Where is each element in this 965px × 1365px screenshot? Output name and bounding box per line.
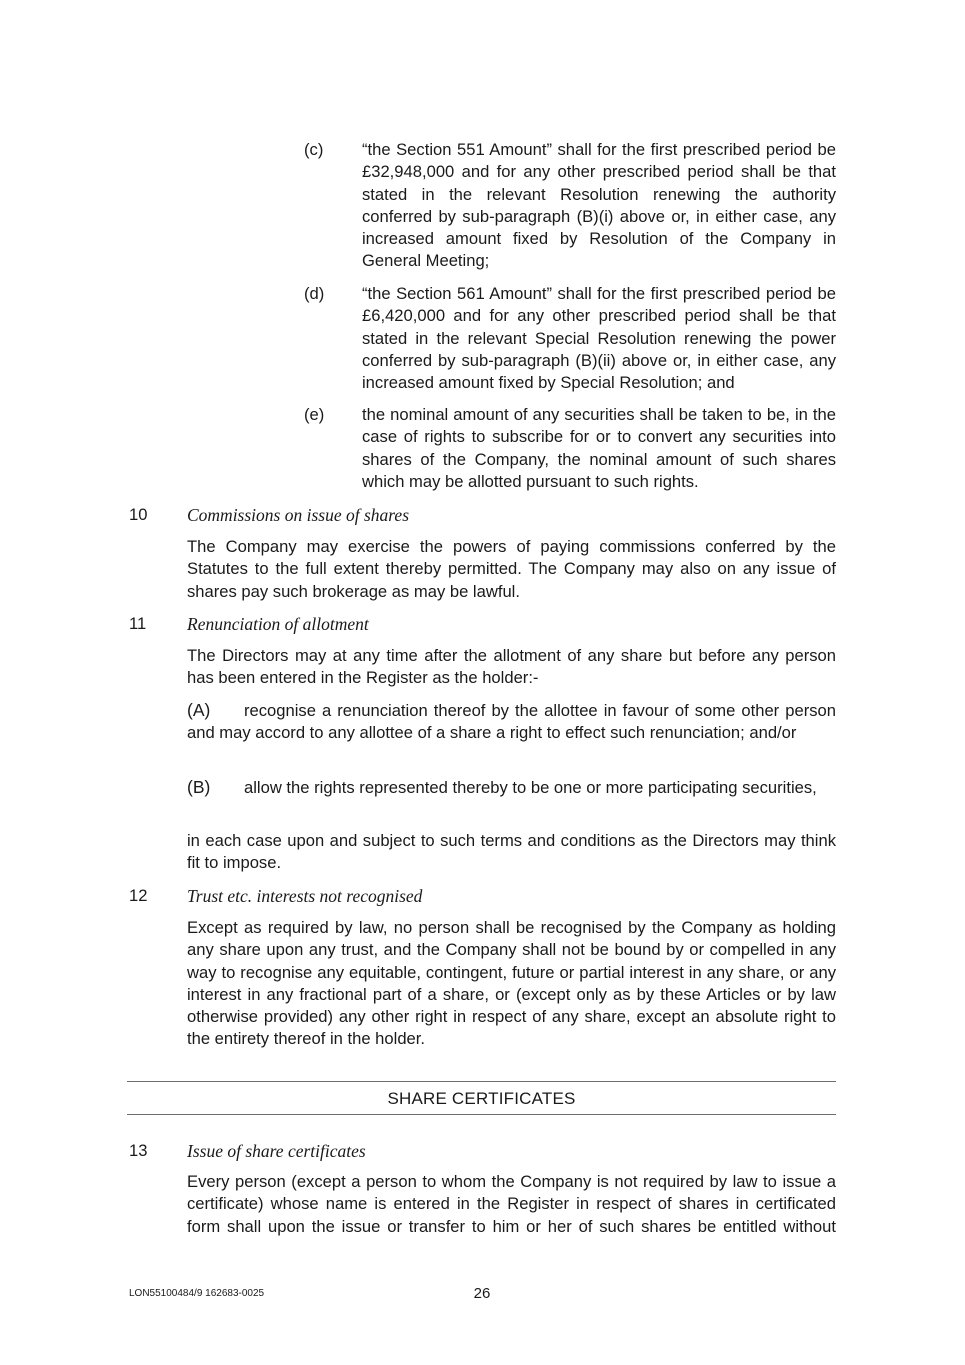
- section-rule-top: [127, 1081, 836, 1082]
- section-title: SHARE CERTIFICATES: [387, 1089, 576, 1108]
- section-rule-bottom: [127, 1114, 836, 1115]
- sub-item-c-label: (c): [304, 140, 324, 159]
- sub-item-e-label: (e): [304, 405, 325, 424]
- article-11-item-b-text: allow the rights represented thereby to be one or more participating securities,: [244, 778, 817, 797]
- page-number: 26: [473, 1285, 491, 1302]
- article-11-item-b: [187, 776, 836, 799]
- sub-item-c-text: “the Section 551 Amount” shall for the first prescribed period be £32,948,000 and for any other prescribed period shall be that stated in the relevant Resolution renewing the authority conferred by sub-paragraph (B)(i) above or, in either case, any increased amount fixed by Resolution of the Company in General Meeting;: [362, 140, 836, 271]
- article-10-body: The Company may exercise the powers of paying commissions conferred by the Statutes to the full extent thereby permitted. The Company may also on any issue of shares pay such brokerage as may be lawful.: [187, 537, 836, 601]
- article-11-heading: Renunciation of allotment: [187, 614, 369, 634]
- article-13-number: 13: [129, 1141, 148, 1160]
- sub-item-d-text: “the Section 561 Amount” shall for the first prescribed period be £6,420,000 and for any other prescribed period shall be that stated in the relevant Special Resolution renewing the power conferred by sub-paragraph (B)(ii) above or, in either case, any increased amount fixed by Special Resolution; and: [362, 284, 836, 393]
- article-11-item-b-label: (B): [187, 777, 211, 797]
- article-11-intro: The Directors may at any time after the allotment of any share but before any person has been entered in the Register as the holder:-: [187, 646, 836, 688]
- article-12-number: 12: [129, 886, 148, 905]
- article-11-item-a: [187, 699, 836, 745]
- document-reference: LON55100484/9 162683-0025: [129, 1288, 265, 1299]
- article-12-body: Except as required by law, no person shall be recognised by the Company as holding any share upon any trust, and the Company shall not be bound by or compelled in any way to recognise any equitable, contingent, future or partial interest in any share, or any interest in any fractional part of a share, or (except only as by these Articles or by law otherwise provided) any other right in respect of any share, except an absolute right to the entirety thereof in the holder.: [187, 918, 836, 1049]
- article-11-closing: in each case upon and subject to such terms and conditions as the Directors may think fit to impose.: [187, 831, 836, 873]
- article-11-number: 11: [129, 614, 147, 633]
- article-10-number: 10: [129, 505, 148, 524]
- article-11-item-a-label: (A): [187, 700, 211, 720]
- sub-item-d-label: (d): [304, 284, 325, 303]
- sub-item-e-text: the nominal amount of any securities shall be taken to be, in the case of rights to subscribe for or to convert any securities into shares of the Company, the nominal amount of such shares which may be allotted pursuant to such rights.: [362, 405, 836, 491]
- article-10-heading: Commissions on issue of shares: [187, 505, 410, 525]
- article-11-item-a-text: recognise a renunciation thereof by the allottee in favour of some other person and may accord to any allottee of a share a right to effect such renunciation; and/or: [187, 701, 836, 743]
- article-13-heading: Issue of share certificates: [187, 1141, 366, 1161]
- article-12-heading: Trust etc. interests not recognised: [187, 886, 423, 906]
- article-13-body: Every person (except a person to whom the Company is not required by law to issue a certificate) whose name is entered in the Register in respect of shares in certificated form shall upon the issue or transfer to him or her of such shares be entitled without: [187, 1172, 836, 1236]
